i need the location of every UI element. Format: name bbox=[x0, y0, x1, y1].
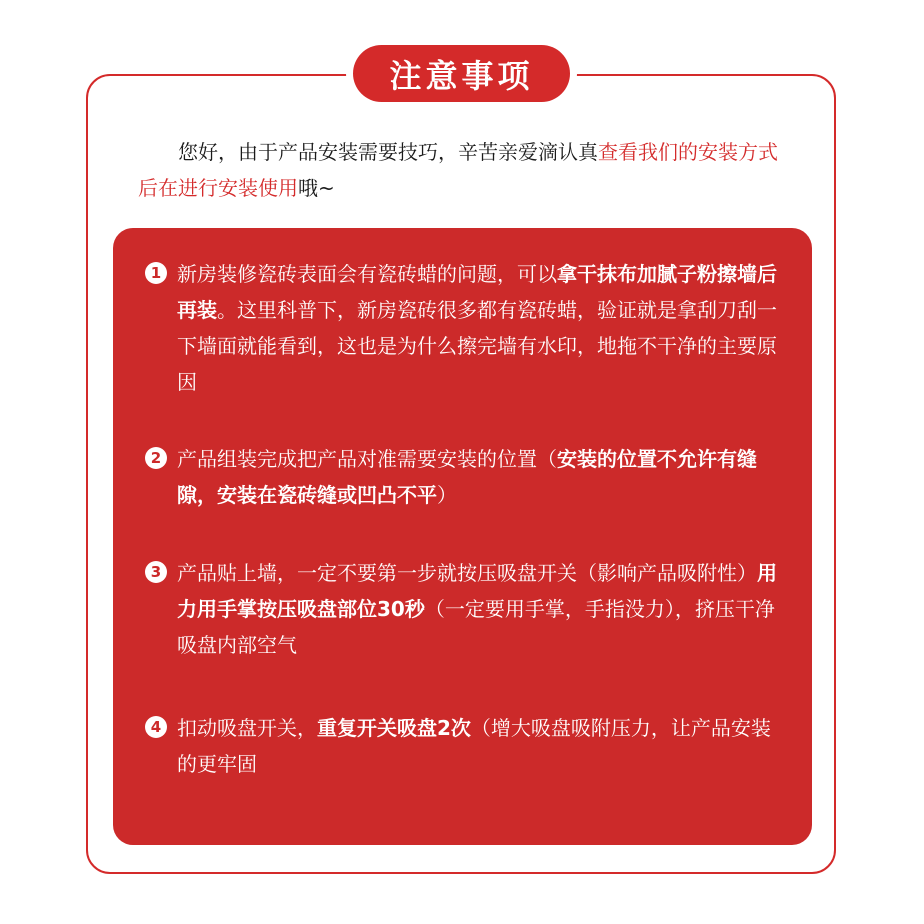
instruction-text-part: （一定要用手掌，手指没力），挤压干净吸盘内部空气 bbox=[177, 597, 775, 657]
title-badge bbox=[353, 45, 570, 102]
instruction-emphasis: 用力用手掌按压吸盘部位30秒 bbox=[177, 561, 777, 621]
instruction-item-2 bbox=[145, 441, 785, 513]
intro-tail-text: 哦~ bbox=[298, 176, 335, 200]
instruction-text-part: （增大吸盘吸附压力，让产品安装的更牢固 bbox=[177, 716, 771, 776]
instruction-text bbox=[177, 710, 785, 782]
step-number-badge: 4 bbox=[145, 716, 167, 738]
instruction-text-part: 。这里科普下，新房瓷砖很多都有瓷砖蜡，验证就是拿刮刀刮一下墙面就能看到，这也是为什么擦完墙有水印，地拖不干净的主要原因 bbox=[177, 298, 777, 394]
instruction-text bbox=[177, 441, 785, 513]
instruction-emphasis: 重复开关吸盘2次 bbox=[317, 716, 471, 740]
instruction-emphasis: 安装的位置不允许有缝隙，安装在瓷砖缝或凹凸不平 bbox=[177, 447, 757, 507]
instruction-text-part: 产品贴上墙，一定不要第一步就按压吸盘开关（影响产品吸附性） bbox=[177, 561, 757, 585]
instruction-text-part: 新房装修瓷砖表面会有瓷砖蜡的问题，可以 bbox=[177, 262, 557, 286]
intro-plain-text: 您好，由于产品安装需要技巧，辛苦亲爱滴认真 bbox=[178, 140, 598, 164]
instruction-text bbox=[177, 256, 785, 400]
instruction-item-1 bbox=[145, 256, 785, 400]
step-number-badge: 3 bbox=[145, 561, 167, 583]
intro-highlight-text: 查看我们的安装方式后在进行安装使用 bbox=[138, 140, 778, 200]
instruction-item-4 bbox=[145, 710, 785, 782]
instruction-text bbox=[177, 555, 785, 663]
instruction-text-part: 产品组装完成把产品对准需要安装的位置（ bbox=[177, 447, 557, 471]
step-number-badge: 2 bbox=[145, 447, 167, 469]
instructions-panel bbox=[113, 228, 812, 845]
instruction-text-part: 扣动吸盘开关， bbox=[177, 716, 317, 740]
intro-paragraph bbox=[138, 134, 788, 206]
instruction-item-3 bbox=[145, 555, 785, 663]
instruction-text-part: ） bbox=[437, 483, 457, 507]
page-title: 注意事项 bbox=[389, 56, 534, 95]
step-number-badge: 1 bbox=[145, 262, 167, 284]
instruction-emphasis: 拿干抹布加腻子粉擦墙后再装 bbox=[177, 262, 777, 322]
